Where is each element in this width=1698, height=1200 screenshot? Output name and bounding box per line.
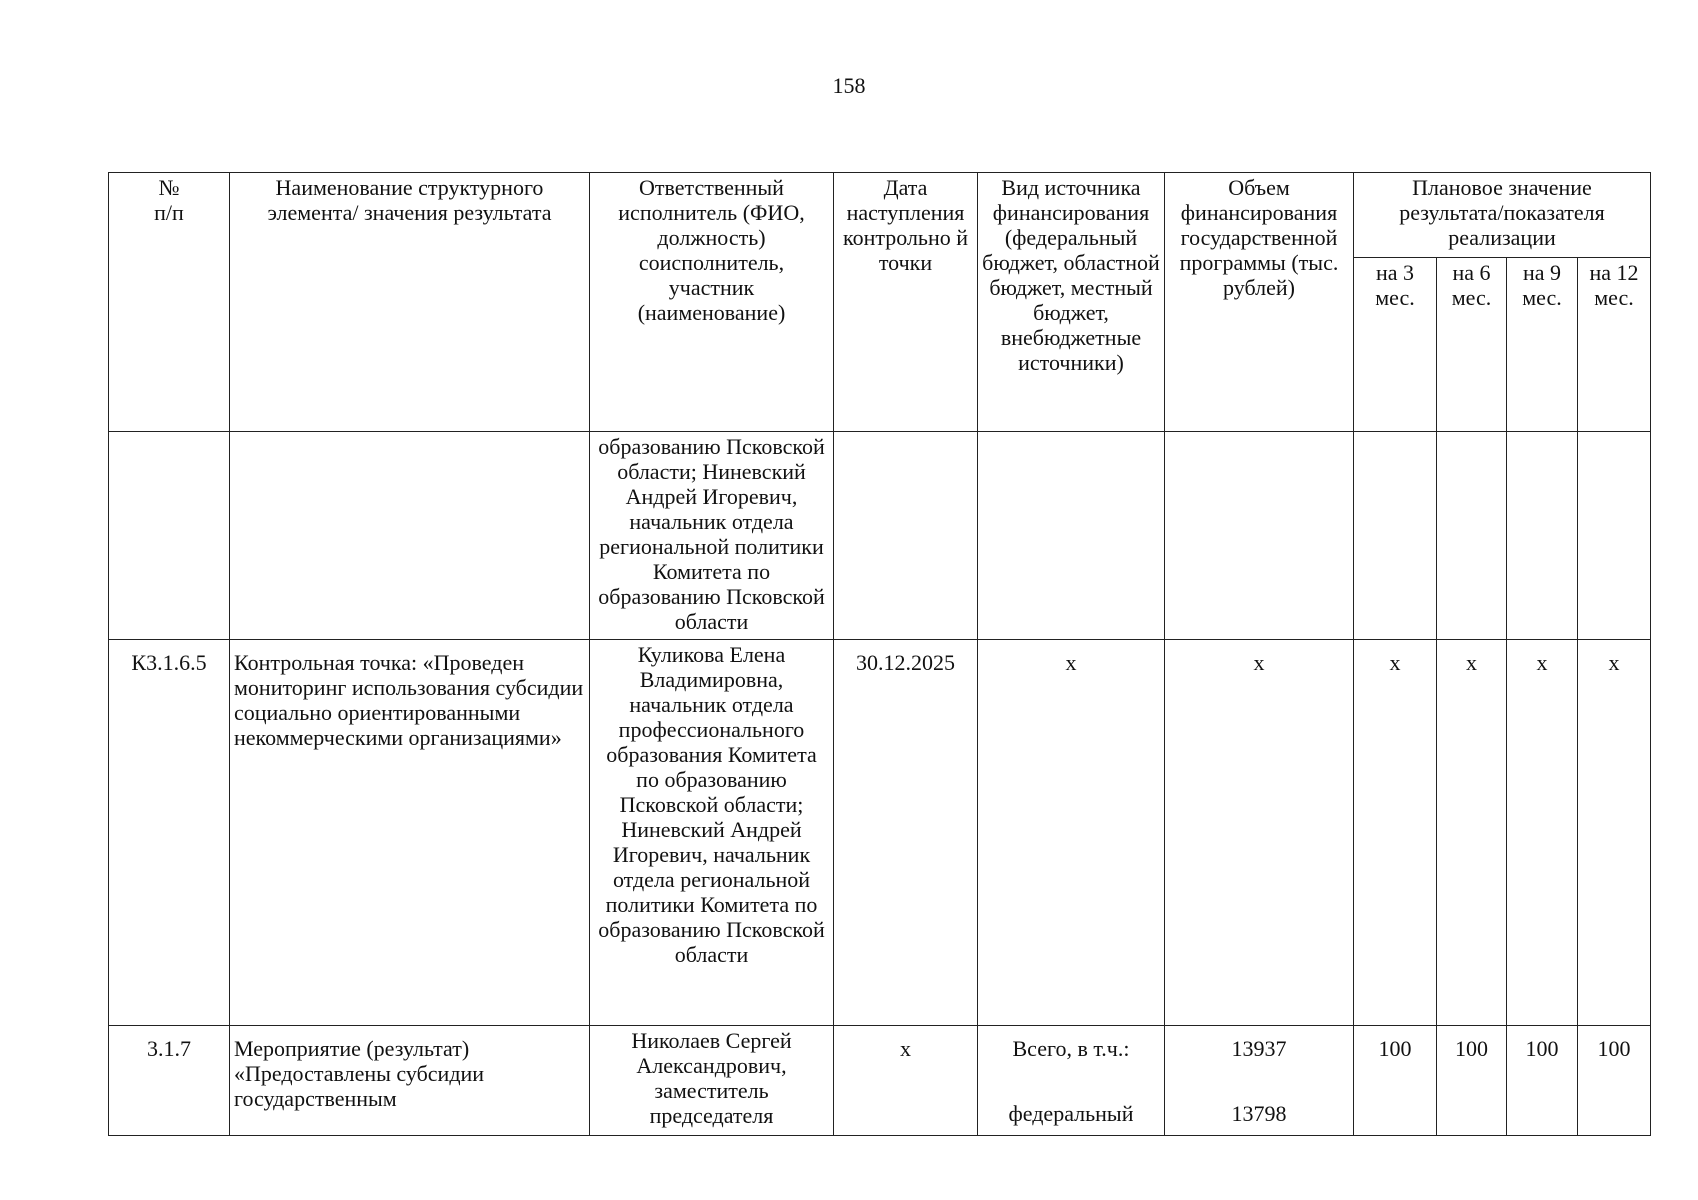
cell-m12: 100	[1578, 1026, 1651, 1136]
header-m6: на 6 мес.	[1437, 258, 1507, 432]
header-responsible: Ответственный исполнитель (ФИО, должность) соисполнитель, участник (наименование)	[590, 173, 834, 432]
cell-m9	[1507, 432, 1578, 640]
cell-num	[109, 432, 230, 640]
plan-table	[108, 172, 1651, 1136]
cell-volume	[1165, 1026, 1354, 1136]
header-m9: на 9 мес.	[1507, 258, 1578, 432]
cell-date: х	[834, 1026, 978, 1136]
cell-m6	[1437, 432, 1507, 640]
cell-m12: х	[1578, 640, 1651, 1026]
source-line-total: Всего, в т.ч.:	[1012, 1036, 1130, 1061]
cell-num: 3.1.7	[109, 1026, 230, 1136]
cell-m12	[1578, 432, 1651, 640]
source-line-federal: федеральный	[1008, 1101, 1134, 1126]
page-number: 158	[832, 73, 866, 98]
cell-responsible: Куликова Елена Владимировна, начальник отдела профессионального образования Комитета по образованию Псковской области; Ниневский Андрей Игоревич, начальник отдела региональной политики Комитета по образованию Псковской области	[590, 640, 834, 1026]
volume-line-federal: 13798	[1231, 1101, 1287, 1126]
cell-source	[978, 1026, 1165, 1136]
cell-source: х	[978, 640, 1165, 1026]
cell-m3: х	[1354, 640, 1437, 1026]
header-source: Вид источника финансирования (федеральный бюджет, областной бюджет, местный бюджет, внебюджетные источники)	[978, 173, 1165, 432]
cell-date	[834, 432, 978, 640]
cell-m9: 100	[1507, 1026, 1578, 1136]
header-row	[109, 173, 1651, 258]
table-row	[109, 640, 1651, 1026]
volume-line-total: 13937	[1231, 1036, 1287, 1061]
cell-m6: х	[1437, 640, 1507, 1026]
cell-responsible: Николаев Сергей Александрович, заместитель председателя	[590, 1026, 834, 1136]
table-row	[109, 432, 1651, 640]
cell-name: Контрольная точка: «Проведен мониторинг использования субсидии социально ориентированными некоммерческими организациями»	[230, 640, 590, 1026]
header-m3: на 3 мес.	[1354, 258, 1437, 432]
header-name: Наименование структурного элемента/ значения результата	[230, 173, 590, 432]
header-m12: на 12 мес.	[1578, 258, 1651, 432]
cell-volume	[1165, 432, 1354, 640]
cell-m3: 100	[1354, 1026, 1437, 1136]
cell-m3	[1354, 432, 1437, 640]
table-row	[109, 1026, 1651, 1136]
cell-name	[230, 432, 590, 640]
cell-volume: х	[1165, 640, 1354, 1026]
cell-num: К3.1.6.5	[109, 640, 230, 1026]
cell-m6: 100	[1437, 1026, 1507, 1136]
header-num: № п/п	[109, 173, 230, 432]
cell-m9: х	[1507, 640, 1578, 1026]
cell-date: 30.12.2025	[834, 640, 978, 1026]
header-planned: Плановое значение результата/показателя реализации	[1354, 173, 1651, 258]
cell-responsible: образованию Псковской области; Ниневский Андрей Игоревич, начальник отдела региональной политики Комитета по образованию Псковской области	[590, 432, 834, 640]
header-volume: Объем финансирования государственной программы (тыс. рублей)	[1165, 173, 1354, 432]
header-date: Дата наступления контрольно й точки	[834, 173, 978, 432]
cell-name: Мероприятие (результат) «Предоставлены субсидии государственным	[230, 1026, 590, 1136]
cell-source	[978, 432, 1165, 640]
